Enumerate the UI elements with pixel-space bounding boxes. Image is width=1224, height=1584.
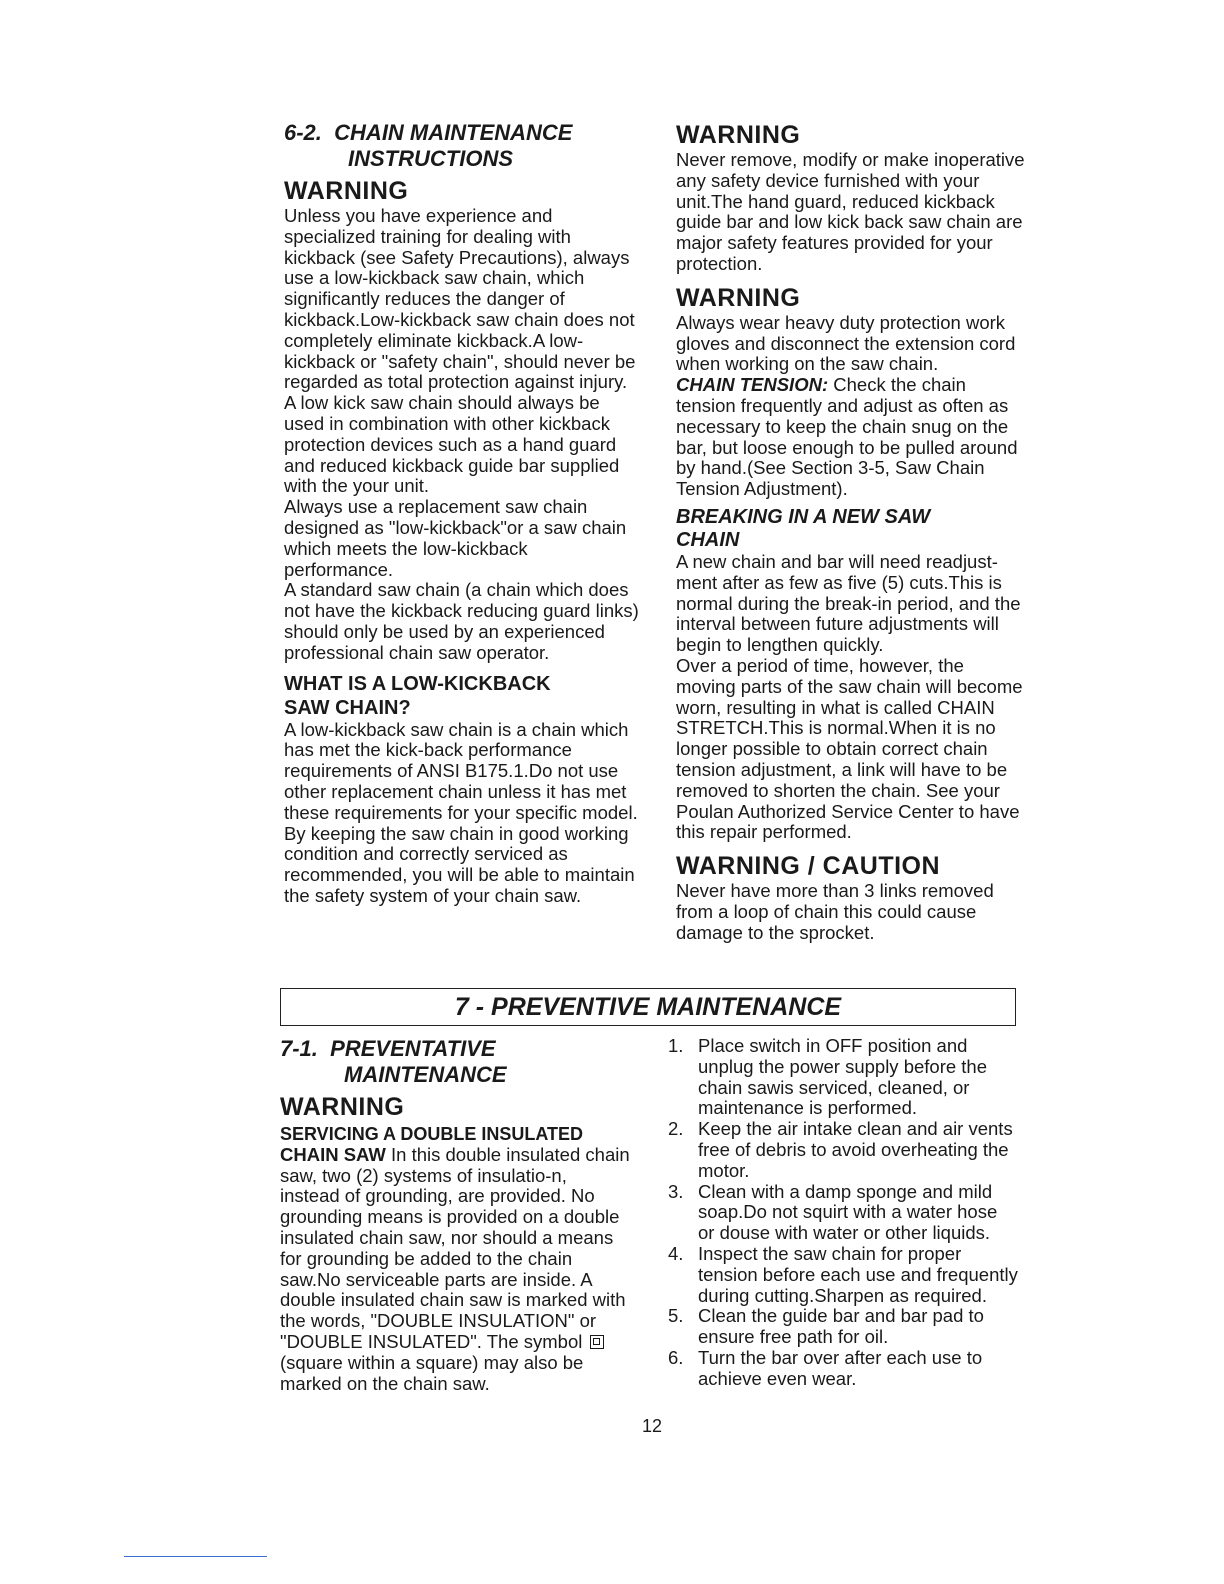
step-number: 6.: [668, 1346, 684, 1368]
step-item: [668, 1119, 1018, 1181]
section-number: 7-1.: [280, 1036, 318, 1061]
footer-link-line: [124, 1556, 267, 1557]
step-number: 4.: [668, 1242, 684, 1264]
step-item: [668, 1306, 1018, 1348]
chain-tension-label: CHAIN TENSION:: [676, 374, 829, 396]
preventative-maintenance-section: [280, 1036, 630, 1394]
section-7-1-title: [280, 1036, 630, 1088]
step-number: 1.: [668, 1035, 684, 1056]
step-item: [668, 1348, 1018, 1390]
subheading-low-kickback: [284, 672, 640, 720]
step-number: 2.: [668, 1118, 684, 1140]
step-text: Clean the guide bar and bar pad to ensure free path for oil.: [698, 1305, 984, 1348]
double-insulated-text-end: (square within a square) may also be marked on the chain saw.: [280, 1351, 584, 1394]
subheading-line-2: SAW CHAIN?: [284, 696, 411, 719]
chain-tension-text: Check the chain tension frequently and adjust as often as necessary to keep the chain snug on the bar, but loose enough to be pulled around by hand.(See Section 3-5, Saw Chain Tension Adjustment).: [676, 374, 1018, 500]
paragraph: A new chain and bar will need readjust-ment after as few as five (5) cuts.This is normal during the break-in period, and the interval between future adjustments will begin to lengthen quickly.: [676, 550, 1021, 656]
section-title-line-1: CHAIN MAINTENANCE: [334, 120, 573, 145]
paragraph: A standard saw chain (a chain which does not have the kickback reducing guard links) should only be used by an experienced professional chain saw operator.: [284, 579, 639, 663]
paragraph: Always use a replacement saw chain designed as "low-kickback"or a saw chain which meets the low-kickback performance.: [284, 496, 627, 580]
step-number: 5.: [668, 1305, 684, 1327]
double-insulation-square-icon: [590, 1335, 604, 1349]
step-text: Turn the bar over after each use to achieve even wear.: [698, 1346, 983, 1389]
section-title-line-1: PREVENTATIVE: [330, 1036, 496, 1061]
steps-list: [668, 1036, 1018, 1390]
paragraph: A low kick saw chain should always be used in combination with other kickback protection devices such as a hand guard and reduced kickback guide bar supplied with the your unit.: [284, 392, 620, 497]
step-text: Keep the air intake clean and air vents free of debris to avoid overheating the motor.: [698, 1118, 1013, 1181]
chain-saw-lead: CHAIN SAW: [280, 1143, 386, 1165]
paragraph: By keeping the saw chain in good working condition and correctly serviced as recommended, you will be able to maintain the safety system of your chain saw.: [284, 822, 635, 906]
paragraph: A low-kickback saw chain is a chain which has met the kick-back performance requirements of ANSI B175.1.Do not use other replacement chain unless it has met these requirements for your specific model.: [284, 718, 638, 823]
preventive-maintenance-banner: 7 - PREVENTIVE MAINTENANCE: [280, 988, 1016, 1026]
double-insulated-paragraph: [280, 1145, 630, 1395]
paragraph: Unless you have experience and specialized training for dealing with kickback (see Safety Precautions), always use a low-kickback saw chain, which significantly reduces the danger of kickback.Low-kickback saw chain does not completely eliminate kickback.A low-kickback or "safety chain", should never be regarded as total protection against injury.: [284, 205, 636, 393]
section-number: 6-2.: [284, 120, 322, 145]
step-item: [668, 1182, 1018, 1244]
section-title-line-2: MAINTENANCE: [344, 1062, 507, 1087]
subheading-breaking-in: [676, 506, 1026, 552]
subheading-line-1: BREAKING IN A NEW SAW: [676, 505, 931, 528]
subheading-line-2: CHAIN: [676, 528, 740, 551]
warning-caution-heading: WARNING / CAUTION: [676, 852, 941, 881]
step-text: Clean with a damp sponge and mild soap.Do not squirt with a water hose or douse with water or other liquids.: [698, 1180, 998, 1244]
chain-maintenance-section: [284, 120, 640, 907]
warning-heading: WARNING: [280, 1093, 405, 1121]
paragraph: Never have more than 3 links removed from a loop of chain this could cause damage to the sprocket.: [676, 880, 994, 943]
subheading-line-1: WHAT IS A LOW-KICKBACK: [284, 672, 551, 695]
paragraph: Over a period of time, however, the moving parts of the saw chain will become worn, resulting in what is called CHAIN STRETCH.This is normal.When it is no longer possible to obtain correct chain tension adjustment, a link will have to be removed to shorten the chain. See your Poulan Authorized Service Center to have this repair performed.: [676, 654, 1023, 843]
section-6-2-title: [284, 120, 640, 172]
subheading-double-insulated: SERVICING A DOUBLE INSULATED: [280, 1124, 584, 1144]
double-insulated-text: In this double insulated chain saw, two (2) systems of insulatio-n, instead of grounding, are provided. No grounding means is provided on a double insulated chain saw, nor should a means for grounding be added to the chain saw.No serviceable parts are inside. A double insulated chain saw is marked with the words, "DOUBLE INSULATION" or "DOUBLE INSULATED". The symbol: [280, 1143, 630, 1352]
warning-heading: WARNING: [676, 283, 801, 312]
maintenance-steps: [668, 1036, 1018, 1390]
step-text: Inspect the saw chain for proper tension before each use and frequently during cutting.Sharpen as required.: [698, 1242, 1018, 1306]
chain-warnings-section: [676, 120, 1026, 944]
step-item: [668, 1244, 1018, 1306]
step-item: [668, 1036, 1018, 1119]
warning-heading: WARNING: [676, 121, 801, 149]
step-text: Place switch in OFF position and unplug the power supply before the chain sawis serviced, cleaned, or maintenance is performed.: [698, 1035, 988, 1119]
section-title-line-2: INSTRUCTIONS: [348, 146, 513, 171]
paragraph: Never remove, modify or make inoperative any safety device furnished with your unit.The hand guard, reduced kickback guide bar and low kick back saw chain are major safety features provided for your protection.: [676, 149, 1025, 274]
paragraph: Always wear heavy duty protection work gloves and disconnect the extension cord when working on the saw chain.: [676, 311, 1016, 375]
page-number: 12: [642, 1416, 663, 1436]
warning-heading: WARNING: [284, 177, 409, 205]
chain-tension-paragraph: [676, 375, 1026, 500]
step-number: 3.: [668, 1180, 684, 1202]
